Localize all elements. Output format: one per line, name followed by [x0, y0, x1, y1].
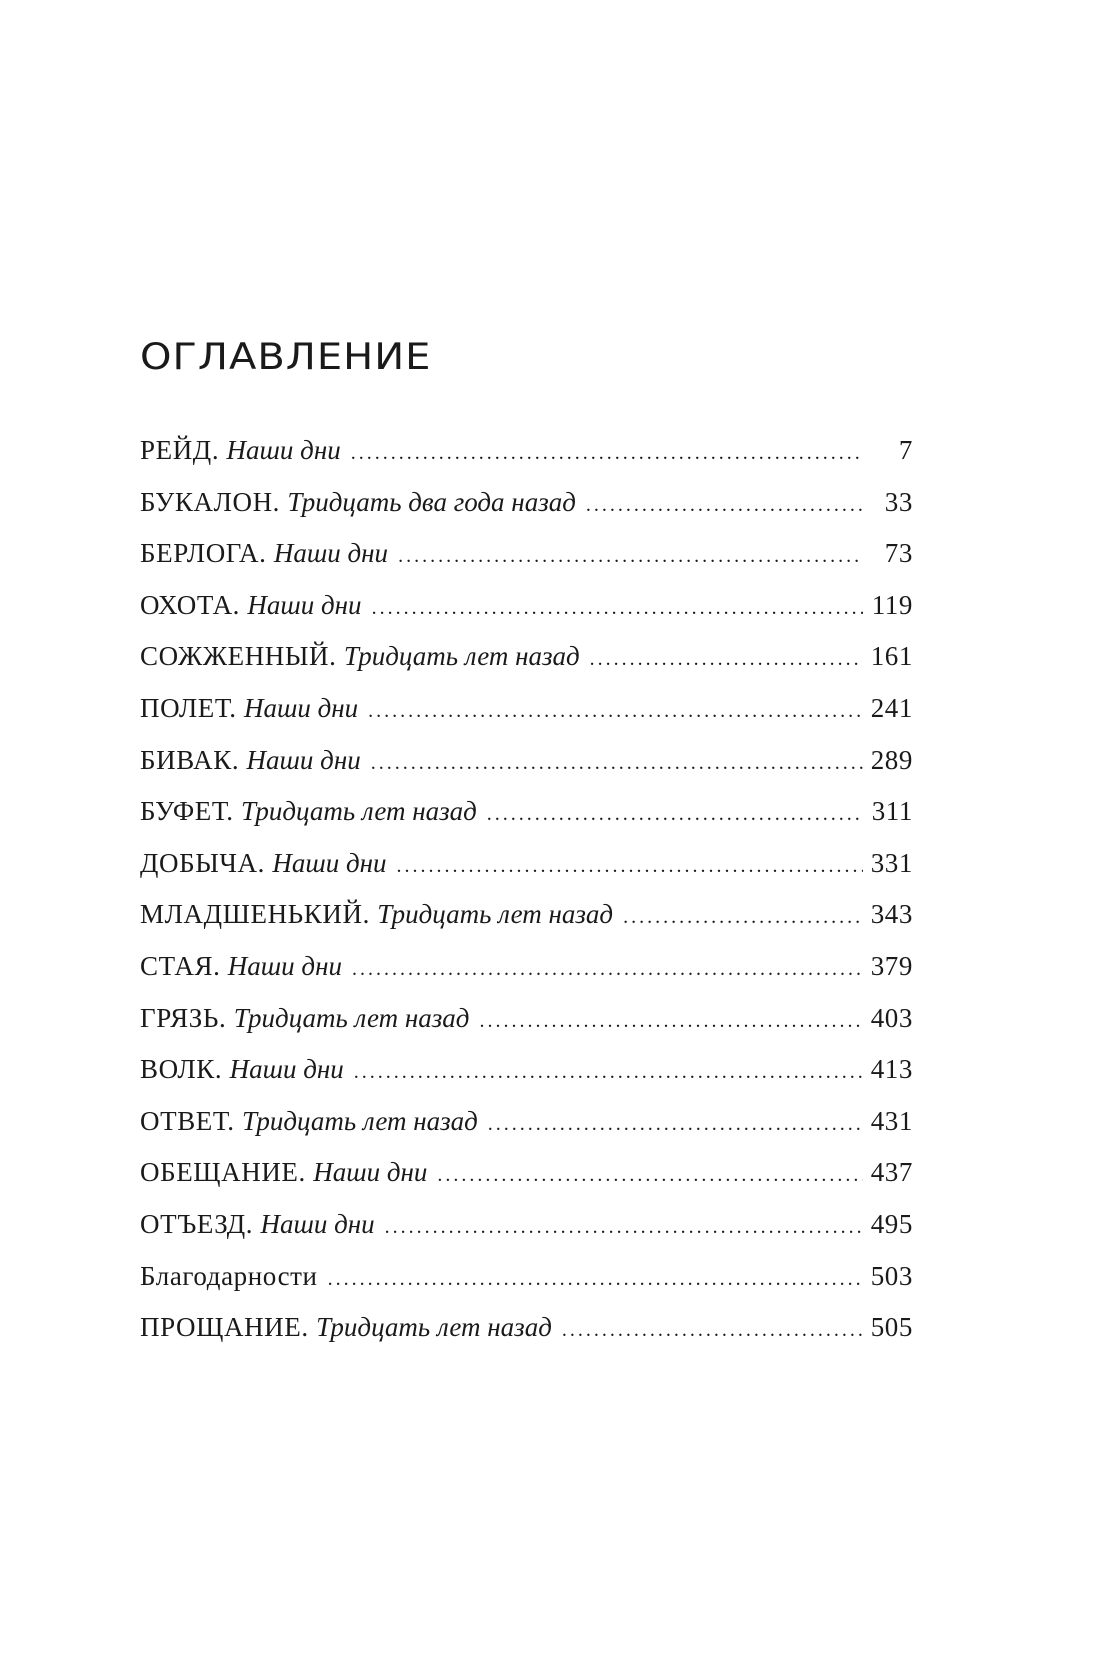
toc-entry[interactable] [140, 435, 913, 487]
entry-page-number: 413 [870, 1054, 913, 1085]
entry-page-number: 503 [870, 1260, 913, 1291]
entry-page-number: 161 [870, 641, 913, 672]
entry-time: Наши дни [243, 692, 359, 723]
entry-time: Тридцать лет назад [241, 796, 477, 827]
dot-leader [437, 1164, 863, 1187]
dot-leader [352, 958, 863, 981]
entry-title: РЕЙД. [140, 435, 220, 465]
toc-entry[interactable] [140, 1209, 913, 1261]
entry-time: Тридцать лет назад [377, 899, 614, 930]
dot-leader [398, 545, 863, 568]
dot-leader [590, 648, 863, 671]
entry-time: Наши дни [227, 950, 342, 981]
entry-time: Тридцать лет назад [242, 1105, 478, 1136]
entry-time: Наши дни [260, 1208, 375, 1239]
toc-entry[interactable] [140, 1106, 913, 1158]
dot-leader [385, 1216, 863, 1239]
entry-title: БУКАЛОН. [140, 486, 281, 517]
dot-leader [479, 1010, 863, 1033]
toc-entry[interactable] [140, 1312, 913, 1364]
entry-time: Тридцать лет назад [233, 1002, 470, 1033]
toc-heading: ОГЛАВЛЕНИЕ [140, 335, 432, 379]
entry-title: БЕРЛОГА. [140, 538, 267, 569]
entry-page-number: 379 [870, 950, 913, 981]
dot-leader [562, 1319, 863, 1342]
entry-page-number: 33 [884, 486, 913, 517]
entry-time: Наши дни [313, 1157, 428, 1188]
entry-title: ОТЪЕЗД. [140, 1208, 254, 1239]
entry-time: Наши дни [273, 538, 389, 569]
entry-page-number: 241 [870, 692, 913, 723]
entry-title: БИВАК. [140, 744, 240, 775]
toc-entry[interactable] [140, 487, 913, 539]
entry-title: ПОЛЕТ. [140, 692, 237, 723]
toc-entry[interactable] [140, 899, 913, 951]
entry-page-number: 289 [870, 744, 913, 775]
toc-entry[interactable] [140, 951, 913, 1003]
toc-entry[interactable] [140, 1157, 913, 1209]
toc-entry[interactable] [140, 1003, 913, 1055]
dot-leader [586, 494, 863, 517]
dot-leader [351, 442, 863, 465]
entry-page-number: 505 [870, 1312, 913, 1343]
entry-page-number: 437 [870, 1157, 913, 1188]
entry-time: Наши дни [226, 435, 341, 465]
dot-leader [368, 700, 863, 723]
dot-leader [397, 855, 863, 878]
entry-time: Тридцать лет назад [343, 641, 580, 672]
entry-title: ДОБЫЧА. [140, 847, 265, 878]
entry-time: Наши дни [247, 589, 362, 620]
dot-leader [372, 597, 863, 620]
entry-page-number: 73 [884, 538, 913, 569]
entry-title: ПРОЩАНИЕ. [140, 1312, 309, 1343]
entry-time: Тридцать два года назад [287, 486, 576, 517]
entry-time: Наши дни [272, 847, 387, 878]
entry-title: ВОЛК. [140, 1054, 223, 1085]
entry-page-number: 495 [870, 1208, 913, 1239]
entry-title: ОБЕЩАНИЕ. [140, 1157, 306, 1188]
entry-page-number: 119 [871, 589, 913, 620]
entry-title: МЛАДШЕНЬКИЙ. [140, 899, 370, 930]
entry-page-number: 7 [898, 435, 913, 465]
entry-page-number: 311 [871, 796, 913, 827]
entry-page-number: 431 [870, 1105, 913, 1136]
entry-title: СТАЯ. [140, 950, 221, 981]
entry-time: Тридцать лет назад [316, 1312, 552, 1343]
entry-title: ОТВЕТ. [140, 1105, 235, 1136]
toc-entry[interactable] [140, 796, 913, 848]
entry-page-number: 403 [870, 1002, 913, 1033]
dot-leader [487, 803, 863, 826]
entry-page-number: 343 [870, 899, 913, 930]
entry-title: ОХОТА. [140, 589, 241, 620]
toc-entry[interactable] [140, 745, 913, 797]
toc-list [140, 435, 913, 1364]
toc-entry[interactable] [140, 538, 913, 590]
dot-leader [328, 1268, 863, 1291]
entry-title: СОЖЖЕННЫЙ. [140, 641, 337, 672]
toc-entry[interactable] [140, 693, 913, 745]
toc-entry[interactable] [140, 1054, 913, 1106]
entry-title: Благодарности [140, 1260, 318, 1291]
toc-entry[interactable] [140, 1261, 913, 1313]
dot-leader [488, 1113, 863, 1136]
entry-title: БУФЕТ. [140, 796, 234, 827]
entry-time: Наши дни [246, 744, 361, 775]
dot-leader [623, 906, 863, 929]
dot-leader [354, 1061, 863, 1084]
entry-title: ГРЯЗЬ. [140, 1002, 227, 1033]
entry-time: Наши дни [229, 1054, 344, 1085]
toc-entry[interactable] [140, 848, 913, 900]
entry-page-number: 331 [870, 847, 913, 878]
toc-entry[interactable] [140, 641, 913, 693]
dot-leader [371, 752, 863, 775]
toc-entry[interactable] [140, 590, 913, 642]
